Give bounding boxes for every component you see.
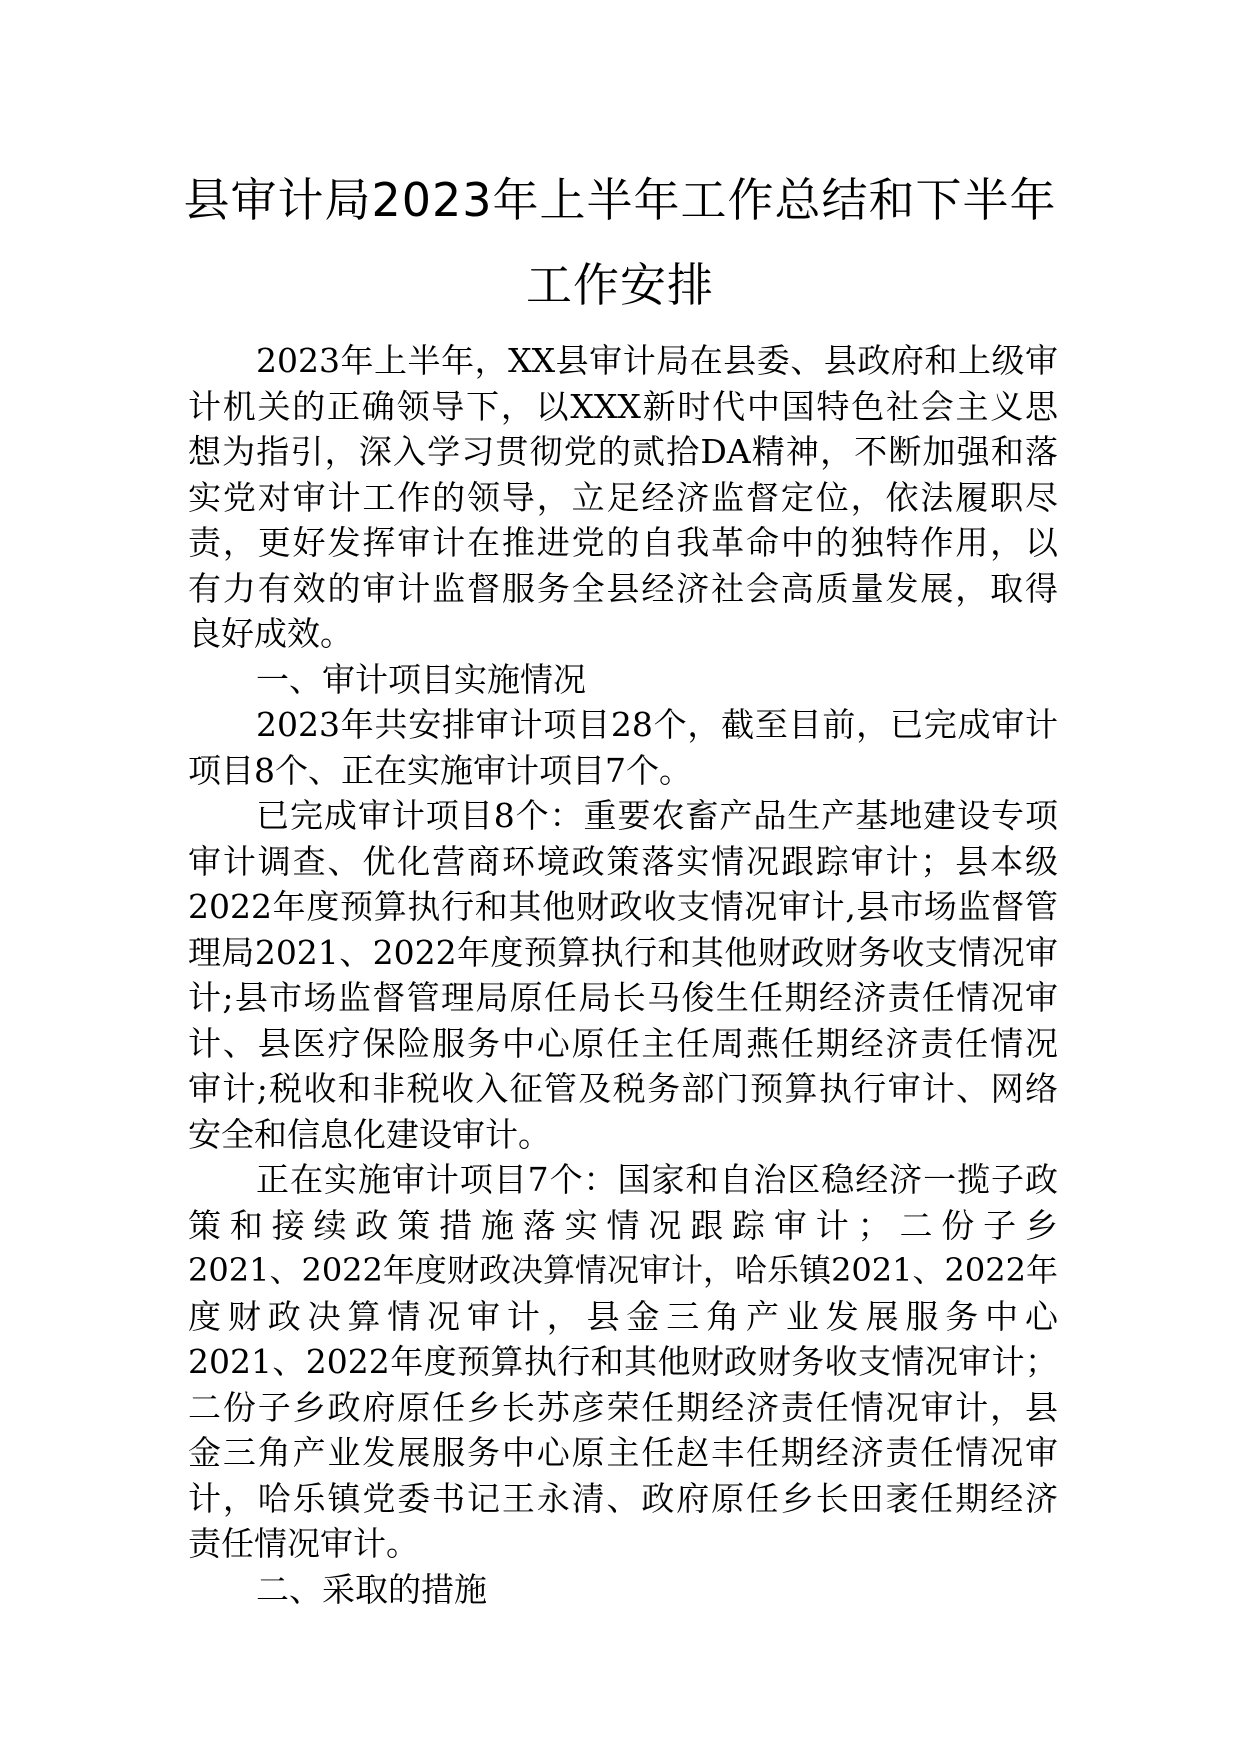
body-text-line: 正在实施审计项目7个：国家和自治区稳经济一揽子政: [256, 1160, 1058, 1199]
body-text-line: 理局2021、2022年度预算执行和其他财政财务收支情况审: [188, 932, 1058, 972]
body-text-line: 实党对审计工作的领导，立足经济监督定位，依法履职尽: [188, 477, 1058, 517]
document-body: [188, 338, 1058, 1612]
body-text-line: 安全和信息化建设审计。: [188, 1114, 551, 1154]
body-text-line: 项目8个、正在实施审计项目7个。: [188, 750, 692, 790]
body-text-line: 2022年度预算执行和其他财政收支情况审计,县市场监督管: [188, 887, 1058, 926]
body-text-line: 审计;税收和非税收入征管及税务部门预算执行审计、网络: [188, 1069, 1058, 1108]
body-text-line: 2023年上半年，XX县审计局在县委、县政府和上级审: [256, 341, 1058, 380]
body-text-line: 审计调查、优化营商环境政策落实情况跟踪审计；县本级: [188, 841, 1058, 881]
body-text-line: 已完成审计项目8个：重要农畜产品生产基地建设专项: [256, 796, 1058, 835]
body-text-line: 二份子乡政府原任乡长苏彦荣任期经济责任情况审计，县: [188, 1387, 1058, 1427]
body-text-line: 二、采取的措施: [256, 1569, 487, 1609]
body-text-line: 有力有效的审计监督服务全县经济社会高质量发展，取得: [188, 568, 1058, 608]
body-text-line: 计、县医疗保险服务中心原任主任周燕任期经济责任情况: [188, 1023, 1058, 1063]
body-text-line: 策和接续政策措施落实情况跟踪审计；二份子乡: [188, 1205, 1058, 1245]
body-text-line: 2023年共安排审计项目28个，截至目前，已完成审计: [256, 705, 1058, 744]
document-title-line-1: 县审计局2023年上半年工作总结和下半年: [183, 173, 1057, 227]
body-text-line: 想为指引，深入学习贯彻党的贰拾DA精神，不断加强和落: [188, 432, 1058, 471]
body-text-line: 计机关的正确领导下，以XXX新时代中国特色社会主义思: [188, 386, 1058, 426]
body-text-line: 2021、2022年度财政决算情况审计，哈乐镇2021、2022年: [188, 1251, 1058, 1289]
body-text-line: 责任情况审计。: [188, 1524, 419, 1563]
body-text-line: 计，哈乐镇党委书记王永清、政府原任乡长田袤任期经济: [188, 1478, 1058, 1518]
document-title-line-2: 工作安排: [526, 258, 714, 312]
body-text-line: 度财政决算情况审计，县金三角产业发展服务中心: [188, 1296, 1058, 1336]
body-text-line: 责，更好发挥审计在推进党的自我革命中的独特作用，以: [188, 523, 1058, 562]
body-text-line: 计;县市场监督管理局原任局长马俊生任期经济责任情况审: [188, 978, 1058, 1017]
body-text-line: 2021、2022年度预算执行和其他财政财务收支情况审计；: [188, 1342, 1058, 1381]
body-text-line: 金三角产业发展服务中心原主任赵丰任期经济责任情况审: [188, 1433, 1058, 1472]
body-text-line: 一、审计项目实施情况: [256, 659, 586, 699]
body-text-line: 良好成效。: [188, 614, 353, 653]
